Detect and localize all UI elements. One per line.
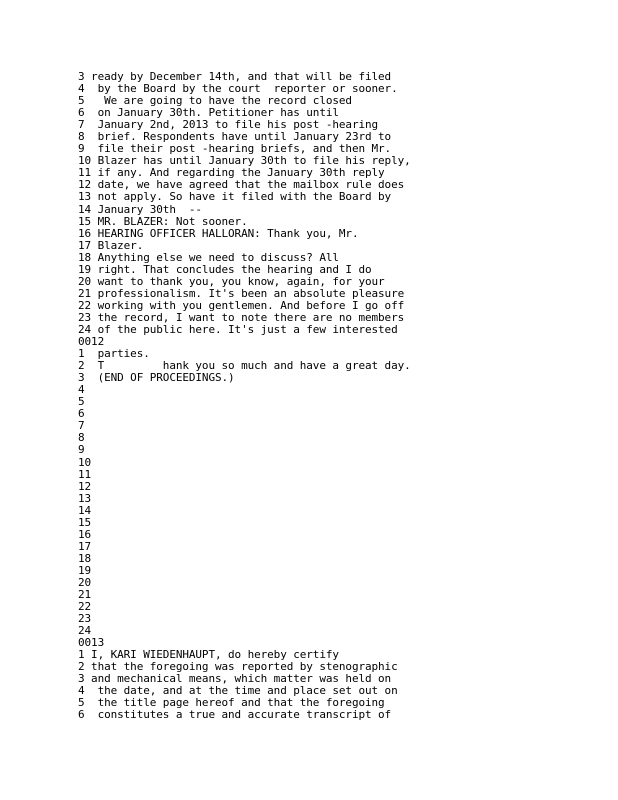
transcript-line: 1 I, KARI WIEDENHAUPT, do hereby certify — [78, 649, 339, 662]
transcript-line: 12 — [78, 480, 92, 493]
transcript-line: 4 the date, and at the time and place set out on — [78, 685, 398, 698]
transcript-line: 5 the title page hereof and that the foregoing — [78, 697, 385, 710]
transcript-line: 2 T hank you so much and have a great day. — [78, 360, 411, 373]
transcript-line: 3 ready by December 14th, and that will be filed — [78, 71, 392, 83]
transcript-line: 10 — [78, 456, 92, 469]
transcript-line: 6 — [78, 408, 85, 421]
transcript-line: 6 constitutes a true and accurate transcript of — [78, 709, 392, 722]
transcript-line: 21 professionalism. It's been an absolute pleasure — [78, 287, 405, 300]
transcript-line: 23 the record, I want to note there are no members — [78, 311, 405, 324]
transcript-line: 20 — [78, 576, 92, 589]
transcript-line: 15 MR. BLAZER: Not sooner. — [78, 215, 248, 228]
transcript-line: 22 working with you gentlemen. And before I go off — [78, 299, 405, 312]
transcript-line: 4 — [78, 384, 85, 397]
transcript-line: 9 file their post -hearing briefs, and then Mr. — [78, 143, 392, 156]
transcript-line: 9 — [78, 444, 85, 457]
transcript-line: 8 — [78, 432, 85, 445]
transcript-line: 15 — [78, 516, 92, 529]
transcript-line: 11 — [78, 468, 92, 481]
transcript-line: 19 — [78, 564, 92, 577]
transcript-line: 18 Anything else we need to discuss? All — [78, 251, 339, 264]
transcript-line: 5 — [78, 396, 85, 409]
transcript-line: 1 parties. — [78, 348, 150, 361]
transcript-line: 7 — [78, 420, 85, 433]
transcript-line: 24 — [78, 625, 92, 638]
transcript-line: 21 — [78, 589, 92, 602]
transcript-line: 17 Blazer. — [78, 239, 144, 252]
transcript-line: 12 date, we have agreed that the mailbox rule does — [78, 179, 405, 192]
transcript-line: 3 (END OF PROCEEDINGS.) — [78, 372, 235, 385]
transcript-line: 0012 — [78, 336, 105, 349]
transcript-line: 3 and mechanical means, which matter was held on — [78, 673, 392, 686]
transcript-line: 11 if any. And regarding the January 30th reply — [78, 167, 385, 180]
transcript-line: 17 — [78, 540, 92, 553]
transcript-line: 14 — [78, 504, 92, 517]
transcript-line: 20 want to thank you, you know, again, for your — [78, 275, 385, 288]
transcript-line: 8 brief. Respondents have until January 23rd to — [78, 131, 392, 144]
transcript-line: 14 January 30th -- — [78, 203, 202, 216]
transcript-line: 10 Blazer has until January 30th to file his reply, — [78, 155, 411, 168]
transcript-line: 2 that the foregoing was reported by stenographic — [78, 661, 398, 674]
transcript-text — [78, 71, 598, 722]
transcript-line: 5 We are going to have the record closed — [78, 95, 352, 108]
transcript-line: 16 HEARING OFFICER HALLORAN: Thank you, Mr. — [78, 227, 359, 240]
transcript-line: 4 by the Board by the court reporter or sooner. — [78, 83, 398, 96]
transcript-line: 13 — [78, 492, 92, 505]
transcript-line: 22 — [78, 601, 92, 614]
transcript-line: 13 not apply. So have it filed with the Board by — [78, 191, 392, 204]
transcript-line: 16 — [78, 528, 92, 541]
transcript-line: 24 of the public here. It's just a few interested — [78, 323, 398, 336]
transcript-line: 6 on January 30th. Petitioner has until — [78, 107, 339, 120]
transcript-line: 18 — [78, 552, 92, 565]
transcript-line: 7 January 2nd, 2013 to file his post -hearing — [78, 119, 379, 132]
transcript-line: 19 right. That concludes the hearing and I do — [78, 263, 372, 276]
transcript-line: 23 — [78, 613, 92, 626]
transcript-line: 0013 — [78, 637, 105, 650]
